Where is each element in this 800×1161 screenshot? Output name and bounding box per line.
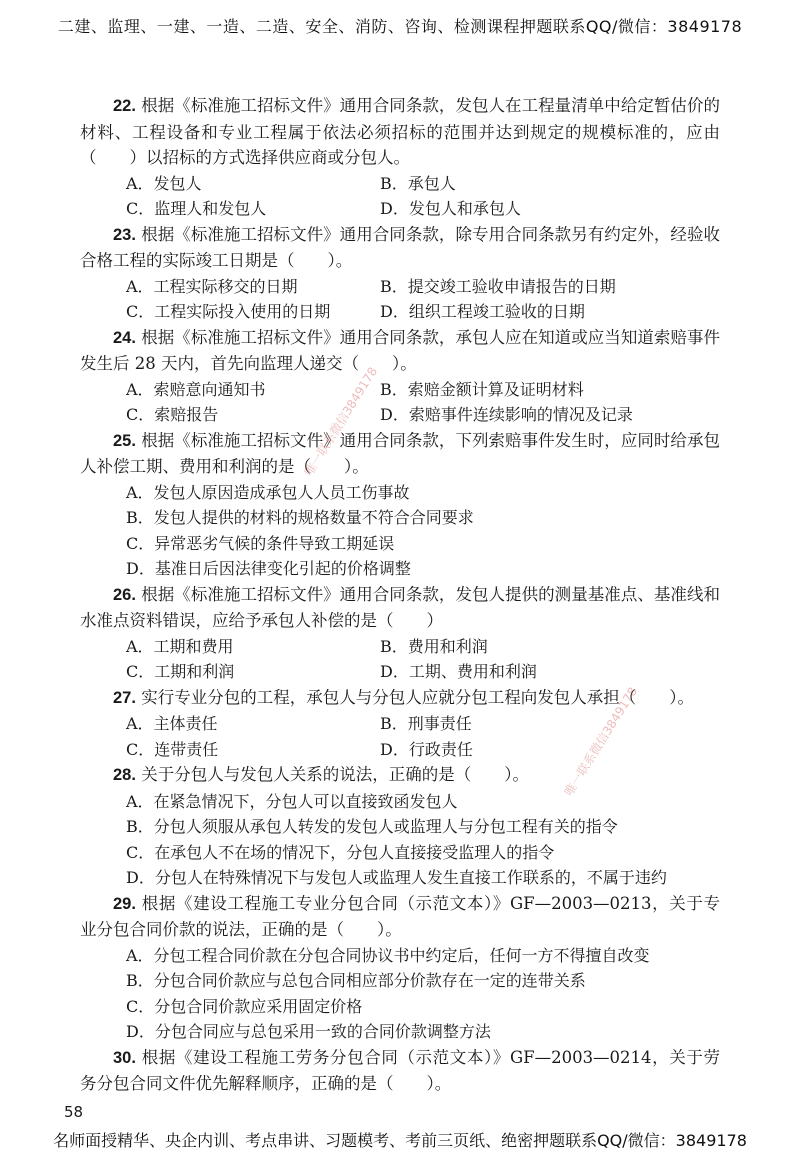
option-d: D．分包合同应与总包采用一致的合同价款调整方法: [126, 1022, 491, 1041]
question-29: [80, 891, 720, 1045]
question-stem: [80, 891, 720, 943]
watermark: 唯一联系微信3849178: [561, 684, 641, 799]
question-text: 根据《标准施工招标文件》通用合同条款，承包人应在知道或应当知道索赔事件发生后 28 天内，首先向监理人递交（ ）。: [80, 327, 721, 373]
question-number: 28.: [113, 766, 136, 784]
options: [80, 634, 720, 685]
option-b: B．费用和利润: [380, 636, 488, 656]
option-c: C．工期和利润: [126, 662, 235, 681]
question-number: 24.: [113, 328, 136, 347]
question-26: [80, 582, 720, 685]
option-c: C．在承包人不在场的情况下，分包人直接接受监理人的指令: [126, 842, 555, 862]
question-text: 根据《标准施工招标文件》通用合同条款，发包人在工程量清单中给定暂估价的材料、工程设备和专业工程属于依法必须招标的范围并达到规定的规模标准的，应由（ ）以招标的方式选择供应商或分包人。: [80, 96, 721, 167]
option-d: D．工期、费用和利润: [380, 662, 537, 681]
question-stem: [80, 325, 720, 377]
question-text: 根据《标准施工招标文件》通用合同条款，下列索赔事件发生时，应同时给承包人补偿工期、费用和利润的是（ ）。: [80, 430, 721, 476]
option-c: C．分包合同价款应采用固定价格: [126, 996, 363, 1016]
option-c: C．工程实际投入使用的日期: [126, 302, 331, 321]
question-23: [80, 222, 720, 325]
question-stem: [80, 1045, 720, 1097]
option-d: D．组织工程竣工验收的日期: [380, 302, 585, 321]
option-b: B．发包人提供的材料的规格数量不符合合同要求: [126, 508, 474, 527]
question-24: [80, 325, 720, 428]
options: [80, 789, 720, 891]
page-footer: 名师面授精华、央企内训、考点串讲、习题模考、考前三页纸、绝密押题联系QQ/微信：3849178: [53, 1131, 747, 1150]
question-28: [80, 762, 720, 891]
options: [80, 274, 720, 325]
question-number: 26.: [113, 585, 136, 604]
option-b: B．分包人须服从承包人转发的发包人或监理人与分包工程有关的指令: [126, 817, 618, 836]
question-list: [80, 93, 720, 1097]
option-a: A．发包人: [126, 173, 202, 193]
option-c: C．索赔报告: [126, 405, 219, 424]
question-30: [80, 1045, 720, 1097]
option-d: D．行政责任: [380, 739, 473, 759]
option-d: D．基准日后因法律变化引起的价格调整: [126, 559, 411, 578]
question-stem: [80, 222, 720, 274]
question-stem: [80, 93, 720, 171]
question-25: [80, 428, 720, 582]
option-b: B．分包合同价款应与总包合同相应部分价款存在一定的连带关系: [126, 971, 586, 990]
options: [80, 171, 720, 222]
option-a: A．发包人原因造成承包人人员工伤事故: [126, 482, 410, 502]
option-a: A．工期和费用: [126, 636, 234, 656]
option-d: D．发包人和承包人: [380, 199, 521, 218]
option-a: A．分包工程合同价款在分包合同协议书中约定后，任何一方不得擅自改变: [126, 945, 650, 965]
option-c: C．监理人和发包人: [126, 199, 267, 218]
question-stem: [80, 428, 720, 480]
option-d: D．索赔事件连续影响的情况及记录: [380, 405, 633, 424]
options: [80, 480, 720, 582]
question-22: [80, 93, 720, 222]
option-a: A．主体责任: [126, 714, 218, 733]
question-text: 根据《建设工程施工专业分包合同（示范文本）》GF—2003—0213，关于专业分包合同价款的说法，正确的是（ ）。: [80, 893, 720, 939]
question-number: 30.: [113, 1048, 136, 1067]
question-text: 根据《建设工程施工劳务分包合同（示范文本）》GF—2003—0214，关于劳务分包合同文件优先解释顺序，正确的是（ ）。: [80, 1047, 720, 1093]
options: [80, 943, 720, 1045]
question-number: 25.: [113, 431, 136, 450]
question-number: 27.: [113, 688, 136, 707]
question-stem: [80, 762, 720, 789]
question-number: 29.: [113, 894, 136, 913]
option-b: B．刑事责任: [380, 714, 472, 733]
question-text: 根据《标准施工招标文件》通用合同条款，除专用合同条款另有约定外，经验收合格工程的实际竣工日期是（ ）。: [80, 224, 721, 270]
option-c: C．连带责任: [126, 739, 219, 759]
watermark: 唯一联系微信3849178: [301, 364, 381, 479]
page-number: 58: [64, 1103, 84, 1121]
question-text: 关于分包人与发包人关系的说法，正确的是（ ）。: [141, 765, 529, 784]
option-a: A．工程实际移交的日期: [126, 276, 298, 296]
question-text: 实行专业分包的工程，承包人与分包人应就分包工程向发包人承担（ ）。: [141, 687, 694, 707]
question-stem: [80, 582, 720, 634]
question-number: 22.: [113, 97, 136, 115]
option-a: A．索赔意向通知书: [126, 379, 266, 399]
option-b: B．提交竣工验收申请报告的日期: [380, 276, 616, 296]
question-number: 23.: [113, 225, 136, 244]
option-a: A．在紧急情况下，分包人可以直接致函发包人: [126, 791, 458, 811]
option-b: B．索赔金额计算及证明材料: [380, 379, 584, 399]
option-b: B．承包人: [380, 173, 456, 193]
question-text: 根据《标准施工招标文件》通用合同条款，发包人提供的测量基准点、基准线和水准点资料错误，应给予承包人补偿的是（ ）: [80, 584, 721, 630]
page-header: 二建、监理、一建、一造、二造、安全、消防、咨询、检测课程押题联系QQ/微信：3849178: [57, 17, 743, 36]
option-c: C．异常恶劣气候的条件导致工期延误: [126, 533, 395, 553]
option-d: D．分包人在特殊情况下与发包人或监理人发生直接工作联系的，不属于违约: [126, 868, 667, 887]
options: [80, 377, 720, 428]
